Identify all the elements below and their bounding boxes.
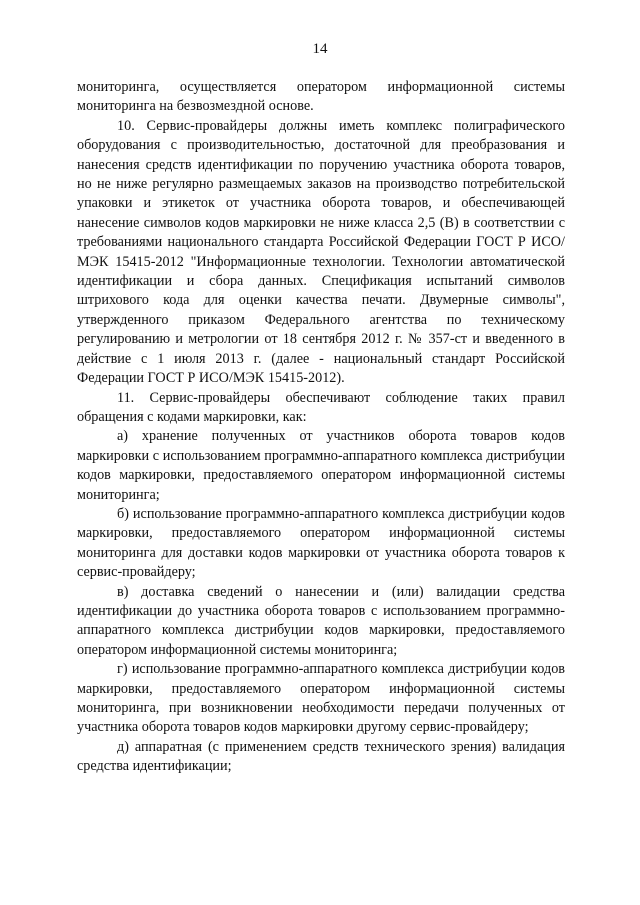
paragraph-item-10: 10. Сервис-провайдеры должны иметь комплекс полиграфического оборудования с производительностью, достаточной для преобразования и нанесения средств идентификации по поручению участника оборота товаров, но не ниже регулярно размещаемых заказов на производство потребительской упаковки и этикеток от участника оборота товаров, и обеспечивающей нанесение символов кодов маркировки не ниже класса 2,5 (В) в соответствии с требованиями национального стандарта Российской Федерации ГОСТ Р ИСО/МЭК 15415-2012 "Информационные технологии. Технологии автоматической идентификации и сбора данных. Спецификация испытаний символов штрихового кода для оценки качества печати. Двумерные символы", утвержденного приказом Федерального агентства по техническому регулированию и метрологии от 18 сентября 2012 г. № 357-ст и введенного в действие с 1 июля 2013 г. (далее - национальный стандарт Российской Федерации ГОСТ Р ИСО/МЭК 15415-2012). — [77, 117, 565, 387]
subitem-a: а) хранение полученных от участников оборота товаров кодов маркировки с использованием программно-аппаратного комплекса дистрибуции кодов маркировки, предоставляемого оператором информационной системы мониторинга; — [77, 428, 565, 503]
paragraph-continuation: мониторинга, осуществляется оператором информационной системы мониторинга на безвозмездной основе. — [77, 79, 565, 115]
subitem-g: г) использование программно-аппаратного комплекса дистрибуции кодов маркировки, предоставляемого оператором информационной системы мониторинга, при возникновении необходимости передачи полученных от участника оборота товаров кодов маркировки другому сервис-провайдеру; — [77, 661, 565, 736]
subitem-b: б) использование программно-аппаратного комплекса дистрибуции кодов маркировки, предоставляемого оператором информационной системы мониторинга для доставки кодов маркировки от участника оборота товаров к сервис-провайдеру; — [77, 505, 565, 581]
subitem-v: в) доставка сведений о нанесении и (или) валидации средства идентификации до участника оборота товаров с использованием программно-аппаратного комплекса дистрибуции кодов маркировки, предоставляемого оператором информационной системы мониторинга; — [77, 583, 565, 658]
paragraph-item-11: 11. Сервис-провайдеры обеспечивают соблюдение таких правил обращения с кодами маркировки, как: — [77, 389, 565, 425]
subitem-d: д) аппаратная (с применением средств технического зрения) валидация средства идентификации; — [77, 738, 565, 775]
page-number: 14 — [312, 41, 328, 57]
document-body — [77, 78, 565, 777]
